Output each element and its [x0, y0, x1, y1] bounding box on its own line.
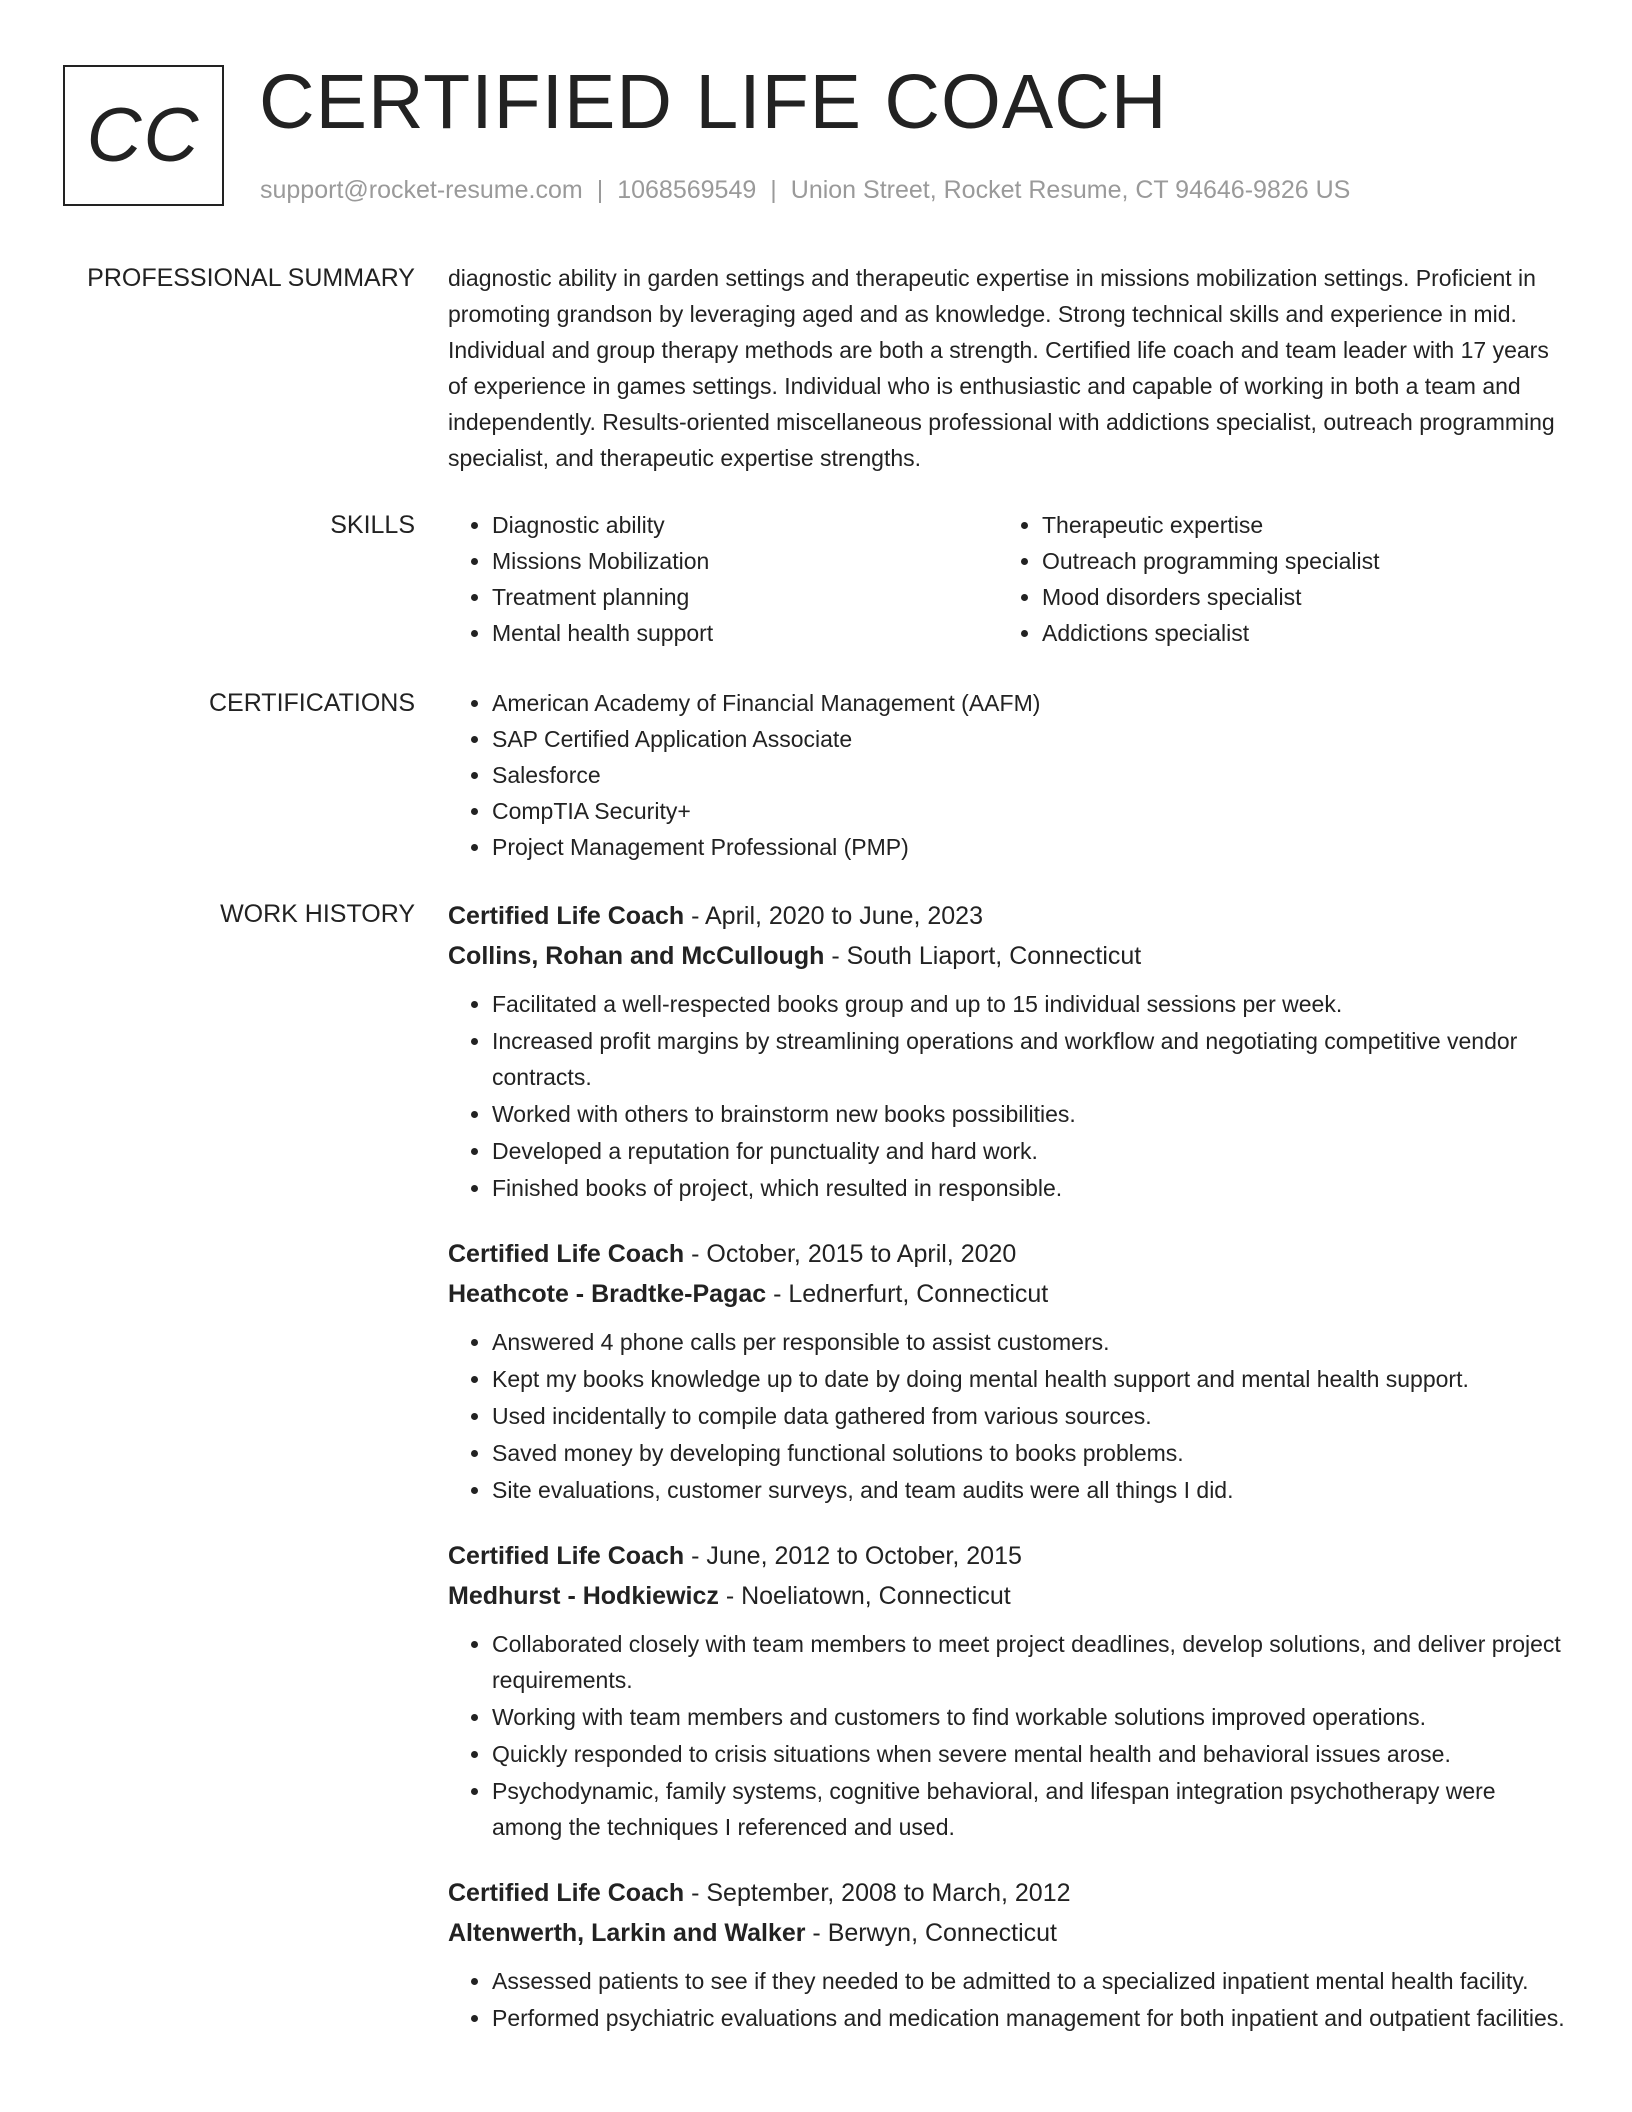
monogram-logo: CC — [63, 65, 224, 206]
job-bullet: • Performed psychiatric evaluations and medication management for both inpatient and outpatient facilities. — [492, 2000, 1570, 2036]
job-dates: - April, 2020 to June, 2023 — [684, 902, 983, 930]
skills-body — [448, 507, 1570, 651]
job-role: Certified Life Coach — [448, 1879, 685, 1907]
job-bullets — [448, 1626, 1570, 1845]
contact-separator: | — [770, 176, 777, 204]
job-role-line — [448, 1873, 1570, 1913]
job-company-line — [448, 1274, 1570, 1314]
contact-email[interactable]: support@rocket-resume.com — [260, 176, 583, 204]
section-title-work-history: WORK HISTORY — [220, 900, 415, 928]
job-bullet: • Facilitated a well-respected books group and up to 15 individual sessions per week. — [492, 986, 1570, 1022]
job-dates: - June, 2012 to October, 2015 — [684, 1542, 1022, 1570]
job-company-line — [448, 1913, 1570, 1953]
job-bullet: • Developed a reputation for punctuality and hard work. — [492, 1133, 1570, 1169]
skill-item: • Mental health support — [492, 615, 1042, 651]
skill-item: • Missions Mobilization — [492, 543, 1042, 579]
job-company: Collins, Rohan and McCullough — [448, 942, 825, 970]
contact-separator: | — [596, 176, 604, 204]
job-entry — [448, 896, 1570, 1206]
job-bullet: • Kept my books knowledge up to date by doing mental health support and mental health support. — [492, 1361, 1570, 1397]
summary-text: diagnostic ability in garden settings and therapeutic expertise in missions mobilization settings. Proficient in promoting grandson by leveraging aged and as knowledge. Strong technical skills and experience in mid. Individual and group therapy methods are both a strength. Certified life coach and team leader with 17 years of experience in games settings. Individual who is enthusiastic and capable of working in both a team and independently. Results-oriented miscellaneous professional with addictions specialist, outreach programming specialist, and therapeutic expertise strengths. — [448, 265, 1555, 471]
job-location: - Noeliatown, Connecticut — [718, 1582, 1011, 1610]
skill-item: • Mood disorders specialist — [1042, 579, 1592, 615]
skill-item: • Diagnostic ability — [492, 507, 1042, 543]
certifications-body — [448, 685, 1570, 865]
job-dates: - September, 2008 to March, 2012 — [684, 1879, 1071, 1907]
job-bullet: • Psychodynamic, family systems, cognitive behavioral, and lifespan integration psychotherapy were among the techniques I referenced and used. — [492, 1773, 1570, 1845]
job-bullet: • Site evaluations, customer surveys, and team audits were all things I did. — [492, 1472, 1570, 1508]
job-bullet: • Saved money by developing functional solutions to books problems. — [492, 1435, 1570, 1471]
skills-list — [448, 507, 1570, 651]
job-entry — [448, 1234, 1570, 1508]
certifications-list — [448, 685, 1570, 865]
certification-item: • American Academy of Financial Management (AAFM) — [492, 685, 1570, 721]
job-bullets — [448, 986, 1570, 1206]
job-bullet: • Collaborated closely with team members to meet project deadlines, develop solutions, and deliver project requirements. — [492, 1626, 1570, 1698]
skill-item: • Therapeutic expertise — [1042, 507, 1592, 543]
job-company: Medhurst - Hodkiewicz — [448, 1582, 719, 1610]
job-entry — [448, 1536, 1570, 1845]
section-title-skills: SKILLS — [330, 511, 415, 539]
job-bullet: • Working with team members and customers to find workable solutions improved operations. — [492, 1699, 1570, 1735]
skill-item: • Outreach programming specialist — [1042, 543, 1592, 579]
job-dates: - October, 2015 to April, 2020 — [684, 1240, 1017, 1268]
job-location: - Lednerfurt, Connecticut — [766, 1280, 1049, 1308]
contact-phone[interactable]: 1068569549 — [617, 176, 757, 204]
contact-address: Union Street, Rocket Resume, CT 94646-9826 US — [790, 176, 1351, 204]
job-company-line — [448, 936, 1570, 976]
job-role-line — [448, 1536, 1570, 1576]
job-role: Certified Life Coach — [448, 902, 685, 930]
work-history-body — [448, 896, 1570, 2037]
job-bullet: • Worked with others to brainstorm new books possibilities. — [492, 1096, 1570, 1132]
job-company-line — [448, 1576, 1570, 1616]
job-bullets — [448, 1324, 1570, 1508]
job-company: Altenwerth, Larkin and Walker — [448, 1919, 806, 1947]
certification-item: • CompTIA Security+ — [492, 793, 1570, 829]
certification-item: • Salesforce — [492, 757, 1570, 793]
job-bullet: • Quickly responded to crisis situations when severe mental health and behavioral issues arose. — [492, 1736, 1570, 1772]
resume-title: CERTIFIED LIFE COACH — [259, 59, 1168, 145]
job-bullets — [448, 1963, 1570, 2036]
contact-line — [260, 175, 1350, 205]
summary-body — [448, 260, 1570, 476]
job-role: Certified Life Coach — [448, 1542, 685, 1570]
job-role: Certified Life Coach — [448, 1240, 685, 1268]
job-entry — [448, 1873, 1570, 2036]
section-title-summary: PROFESSIONAL SUMMARY — [87, 264, 415, 292]
certification-item: • SAP Certified Application Associate — [492, 721, 1570, 757]
job-bullet: • Increased profit margins by streamlining operations and workflow and negotiating competitive vendor contracts. — [492, 1023, 1570, 1095]
job-location: - South Liaport, Connecticut — [824, 942, 1142, 970]
job-bullet: • Used incidentally to compile data gathered from various sources. — [492, 1398, 1570, 1434]
job-bullet: • Assessed patients to see if they needed to be admitted to a specialized inpatient mental health facility. — [492, 1963, 1570, 1999]
section-title-certifications: CERTIFICATIONS — [208, 689, 415, 717]
skill-item: • Treatment planning — [492, 579, 1042, 615]
certification-item: • Project Management Professional (PMP) — [492, 829, 1570, 865]
skill-item: • Addictions specialist — [1042, 615, 1592, 651]
job-role-line — [448, 1234, 1570, 1274]
job-bullet: • Answered 4 phone calls per responsible to assist customers. — [492, 1324, 1570, 1360]
job-role-line — [448, 896, 1570, 936]
job-company: Heathcote - Bradtke-Pagac — [448, 1280, 767, 1308]
job-bullet: • Finished books of project, which resulted in responsible. — [492, 1170, 1570, 1206]
job-location: - Berwyn, Connecticut — [805, 1919, 1057, 1947]
